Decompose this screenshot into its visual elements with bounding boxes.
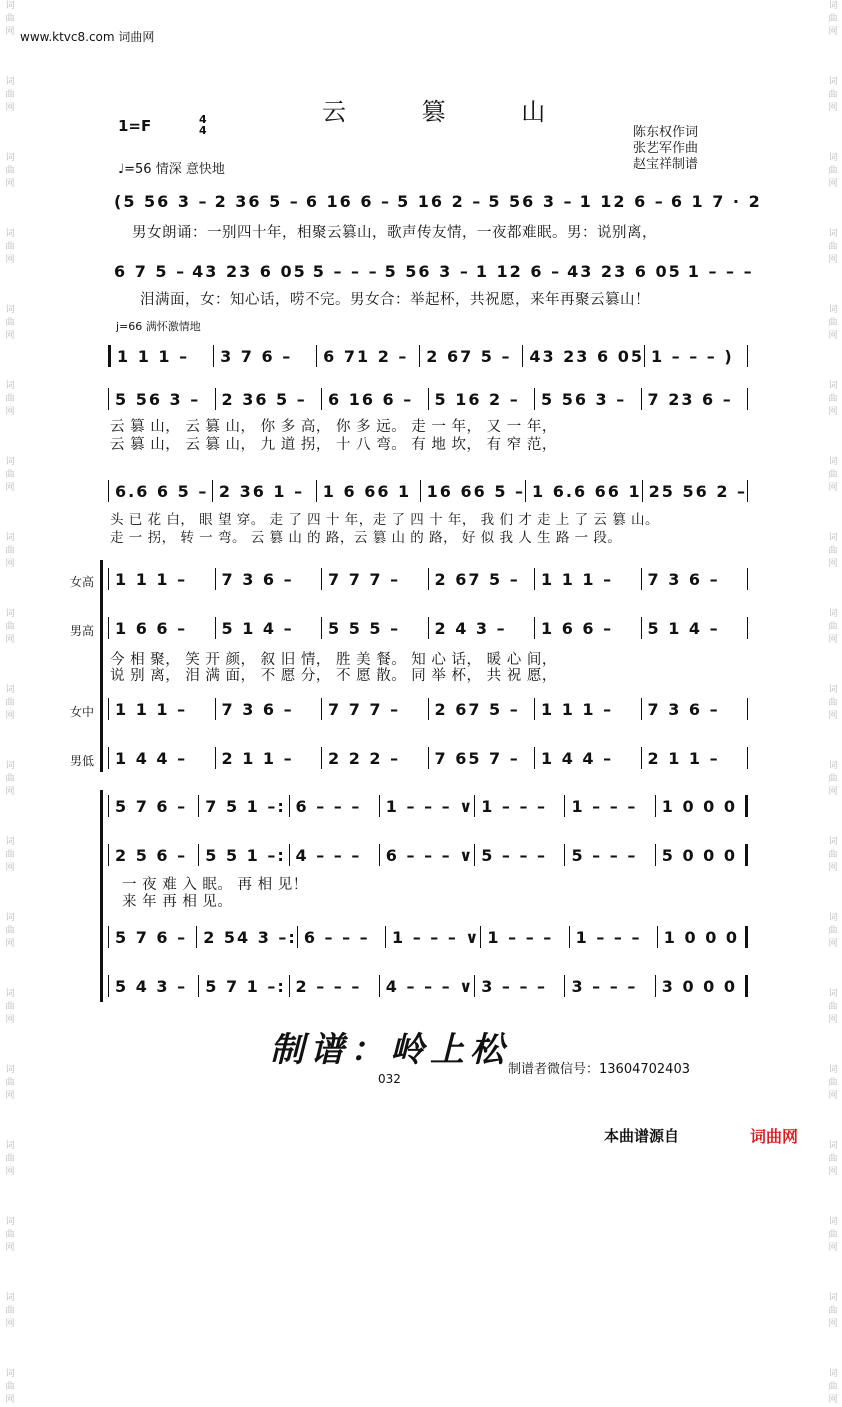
intro-staff-1 (108, 188, 762, 214)
coda-staff-1 (108, 793, 748, 819)
verse-lyric-2b: 云 篡 山， 云 篡 山， 九 道 拐， 十 八 弯。 有 地 坎， 有 窄 范， (110, 437, 557, 453)
chorus-lyric-b: 说 别 离， 泪 满 面， 不 愿 分， 不 愿 散。 同 举 杯， 共 祝 愿， (110, 668, 557, 684)
measure: 5 – – – (481, 845, 548, 865)
chorus-staff-bass (108, 745, 748, 771)
measure: (5 56 3 – (114, 191, 209, 211)
arranger: 赵宝祥制谱 (633, 157, 699, 172)
measure: 5 4 3 – (115, 976, 188, 996)
measure: 5 – – – (312, 261, 379, 281)
measure: 6 – – – (303, 927, 370, 947)
measure: 2 36 1 – (218, 481, 305, 501)
measure: 1 1 1 – (115, 699, 188, 719)
time-bottom: 4 (199, 124, 207, 137)
measure: 1 4 4 – (541, 748, 614, 768)
key-signature: 1=F (118, 117, 152, 135)
watermark-text: 词曲网 (5, 381, 15, 417)
barline (747, 698, 748, 720)
wechat-contact: 制谱者微信号：13604702403 (508, 1062, 690, 1077)
barline (745, 795, 748, 817)
measure: 6 1 7 · 2 (670, 191, 762, 211)
watermark-text: 词曲网 (5, 1369, 15, 1405)
composer: 张艺军作曲 (633, 141, 699, 156)
watermark-text: 词曲网 (828, 837, 838, 873)
measure: 5 5 1 –: (205, 845, 286, 865)
watermark-text: 词曲网 (5, 989, 15, 1025)
intro-lyric-2: 泪满面，女：知心话，唠不完。男女合：举起杯，共祝愿，来年再聚云篡山！ (140, 292, 650, 308)
measure: 1 1 1 – (541, 569, 614, 589)
tempo-marking: ♩=56 情深 意快地 (118, 162, 225, 177)
measure: 1 – – – (575, 927, 642, 947)
watermark-text: 词曲网 (5, 305, 15, 341)
measure: 2 36 5 – (214, 191, 300, 211)
source-label: 本曲谱源自 (604, 1127, 680, 1145)
measure: 2 67 5 – (434, 569, 520, 589)
coda-staff-4 (108, 973, 748, 999)
measure: 2 67 5 – (426, 346, 512, 366)
arranger-signature: 制谱：岭上松 (270, 1030, 510, 1070)
measure: 1 – – – (571, 796, 638, 816)
measure: 1 6 6 – (541, 618, 614, 638)
measure: 1 – – – ∨ (392, 927, 481, 947)
site-header[interactable]: www.ktvc8.com 词曲网 (20, 30, 155, 44)
time-top: 4 (199, 113, 207, 126)
watermark-text: 词曲网 (5, 229, 15, 265)
measure: 1 6.6 66 1 (532, 481, 642, 501)
watermark-text: 词曲网 (5, 457, 15, 493)
watermark-text: 词曲网 (828, 77, 838, 113)
left-watermark (3, 0, 17, 1405)
verse-staff-3 (108, 478, 748, 504)
watermark-text: 词曲网 (5, 1217, 15, 1253)
barline (747, 388, 748, 410)
measure: 43 23 6 05 (529, 346, 644, 366)
time-signature (199, 114, 207, 136)
source-site-link[interactable]: 词曲网 (750, 1127, 799, 1146)
measure: 6 – – – ∨ (385, 845, 475, 865)
chorus-staff-tenor (108, 615, 748, 641)
measure: 2 2 2 – (328, 748, 401, 768)
measure: 6 – – – (295, 796, 362, 816)
watermark-text: 词曲网 (5, 761, 15, 797)
watermark-text: 词曲网 (5, 609, 15, 645)
measure: 5 16 2 – (434, 389, 520, 409)
measure: 3 7 6 – (220, 346, 293, 366)
measure: 16 66 5 – (426, 481, 526, 501)
measure: 1 6 66 1 (322, 481, 412, 501)
song-title: 云 篡 山 (322, 98, 580, 126)
measure: 6 16 6 – (328, 389, 414, 409)
watermark-text: 词曲网 (5, 1, 15, 37)
chorus-staff-alto (108, 696, 748, 722)
watermark-text: 词曲网 (5, 153, 15, 189)
measure: 2 1 1 – (647, 748, 720, 768)
measure: 7 3 6 – (221, 569, 294, 589)
measure: 1 6 6 – (115, 618, 188, 638)
verse-staff-1 (108, 343, 748, 369)
watermark-text: 词曲网 (828, 533, 838, 569)
watermark-text: 词曲网 (828, 1217, 838, 1253)
measure: 6 16 6 – (305, 191, 392, 211)
watermark-text: 词曲网 (828, 685, 838, 721)
watermark-text: 词曲网 (828, 381, 838, 417)
measure: 2 36 5 – (221, 389, 307, 409)
measure: 7 3 6 – (647, 699, 720, 719)
barline (747, 747, 748, 769)
watermark-text: 词曲网 (5, 533, 15, 569)
measure: 5 1 4 – (647, 618, 720, 638)
measure: 5 56 3 – (384, 261, 470, 281)
measure: 2 5 6 – (115, 845, 188, 865)
tempo-marking-2: j=66 满怀激情地 (116, 320, 201, 333)
measure: 2 54 3 –: (203, 927, 297, 947)
watermark-text: 词曲网 (5, 913, 15, 949)
measure: 3 – – – (571, 976, 638, 996)
barline (745, 844, 748, 866)
page-number: 032 (378, 1072, 401, 1086)
chorus-lyric-a: 今 相 聚， 笑 开 颜， 叙 旧 情， 胜 美 餐。 知 心 话， 暖 心 间， (110, 652, 557, 668)
measure: 7 3 6 – (221, 699, 294, 719)
watermark-text: 词曲网 (828, 1141, 838, 1177)
lyricist: 陈东权作词 (633, 125, 699, 140)
measure: 2 – – – (295, 976, 362, 996)
measure: 5 56 3 – (541, 389, 627, 409)
measure: 4 – – – (295, 845, 362, 865)
measure: 1 1 1 – (117, 346, 190, 366)
measure: 4 – – – ∨ (385, 976, 475, 996)
chorus-staff-soprano (108, 566, 748, 592)
measure: 43 23 6 05 (567, 261, 682, 281)
watermark-text: 词曲网 (828, 153, 838, 189)
credits (633, 125, 698, 173)
part-label-tenor: 男高 (70, 624, 95, 638)
watermark-text: 词曲网 (828, 457, 838, 493)
measure: 1 – – – ) (650, 346, 734, 366)
measure: 3 – – – (481, 976, 548, 996)
measure: 7 7 7 – (328, 699, 401, 719)
watermark-text: 词曲网 (828, 1369, 838, 1405)
measure: 7 7 7 – (328, 569, 401, 589)
verse-lyric-3b: 走 一 拐， 转 一 弯。 云 篡 山 的 路，云 篡 山 的 路， 好 似 我 人 生 路 一 段。 (110, 530, 622, 546)
measure: 1 12 6 – (579, 191, 665, 211)
watermark-text: 词曲网 (828, 761, 838, 797)
watermark-text: 词曲网 (828, 989, 838, 1025)
measure: 1 12 6 – (475, 261, 562, 281)
measure: 5 – – – (571, 845, 638, 865)
measure: 1 – – – ∨ (385, 796, 475, 816)
barline (747, 568, 748, 590)
watermark-text: 词曲网 (5, 837, 15, 873)
measure: 3 0 0 0 (661, 976, 737, 996)
measure: 5 56 3 – (488, 191, 574, 211)
chorus-brace (100, 560, 103, 772)
measure: 5 56 3 – (115, 389, 201, 409)
barline (747, 345, 748, 367)
measure: 2 67 5 – (434, 699, 520, 719)
measure: 1 – – – (487, 927, 554, 947)
watermark-text: 词曲网 (828, 609, 838, 645)
coda-lyric-a: 一 夜 难 入 眠。 再 相 见！ (122, 877, 308, 893)
measure: 5 7 6 – (115, 796, 188, 816)
coda-staff-3 (108, 924, 748, 950)
watermark-text: 词曲网 (828, 229, 838, 265)
watermark-text: 词曲网 (5, 1065, 15, 1101)
watermark-text: 词曲网 (828, 1065, 838, 1101)
measure: 1 – – – (481, 796, 548, 816)
verse-staff-2 (108, 386, 748, 412)
coda-staff-2 (108, 842, 748, 868)
verse-lyric-3a: 头 已 花 白， 眼 望 穿。 走 了 四 十 年，走 了 四 十 年， 我 们 才 走 上 了 云 篡 山。 (110, 512, 659, 528)
watermark-text: 词曲网 (828, 1293, 838, 1329)
watermark-text: 词曲网 (5, 685, 15, 721)
measure: 6 7 5 – (114, 261, 187, 281)
watermark-text: 词曲网 (5, 1293, 15, 1329)
barline (747, 617, 748, 639)
watermark-text: 词曲网 (828, 305, 838, 341)
barline (747, 480, 748, 502)
measure: 5 16 2 – (397, 191, 483, 211)
measure: 7 65 7 – (434, 748, 520, 768)
measure: 43 23 6 05 (192, 261, 307, 281)
measure: 1 0 0 0 (663, 927, 740, 947)
measure: 5 1 4 – (221, 618, 294, 638)
barline (745, 975, 748, 997)
right-watermark (826, 0, 840, 1405)
measure: 7 5 1 –: (205, 796, 286, 816)
intro-lyric-1: 男女朗诵：一别四十年，相聚云篡山，歌声传友情，一夜都难眠。男：说别离， (132, 225, 657, 241)
coda-lyric-b: 来 年 再 相 见。 (122, 894, 233, 910)
barline (745, 926, 748, 948)
part-label-alto: 女中 (70, 705, 95, 719)
measure: 2 1 1 – (221, 748, 294, 768)
measure: 2 4 3 – (434, 618, 507, 638)
measure: 6 71 2 – (323, 346, 409, 366)
watermark-text: 词曲网 (828, 1, 838, 37)
coda-brace (100, 790, 103, 1002)
watermark-text: 词曲网 (5, 1141, 15, 1177)
measure: 7 3 6 – (647, 569, 720, 589)
intro-staff-2 (108, 258, 754, 284)
measure: 1 4 4 – (115, 748, 188, 768)
part-label-bass: 男低 (70, 754, 95, 768)
watermark-text: 词曲网 (828, 913, 838, 949)
measure: 5 0 0 0 (661, 845, 737, 865)
measure: 6.6 6 5 – (115, 481, 209, 501)
part-label-soprano: 女高 (70, 575, 95, 589)
measure: 1 0 0 0 (661, 796, 737, 816)
measure: 1 1 1 – (541, 699, 614, 719)
verse-lyric-2a: 云 篡 山， 云 篡 山， 你 多 高， 你 多 远。 走 一 年， 又 一 年， (110, 419, 557, 435)
watermark-text: 词曲网 (5, 77, 15, 113)
measure: 7 23 6 – (647, 389, 733, 409)
measure: 5 5 5 – (328, 618, 401, 638)
measure: 1 1 1 – (115, 569, 188, 589)
measure: 25 56 2 – (648, 481, 748, 501)
measure: 1 – – – (687, 261, 754, 281)
measure: 5 7 6 – (115, 927, 188, 947)
measure: 5 7 1 –: (205, 976, 286, 996)
